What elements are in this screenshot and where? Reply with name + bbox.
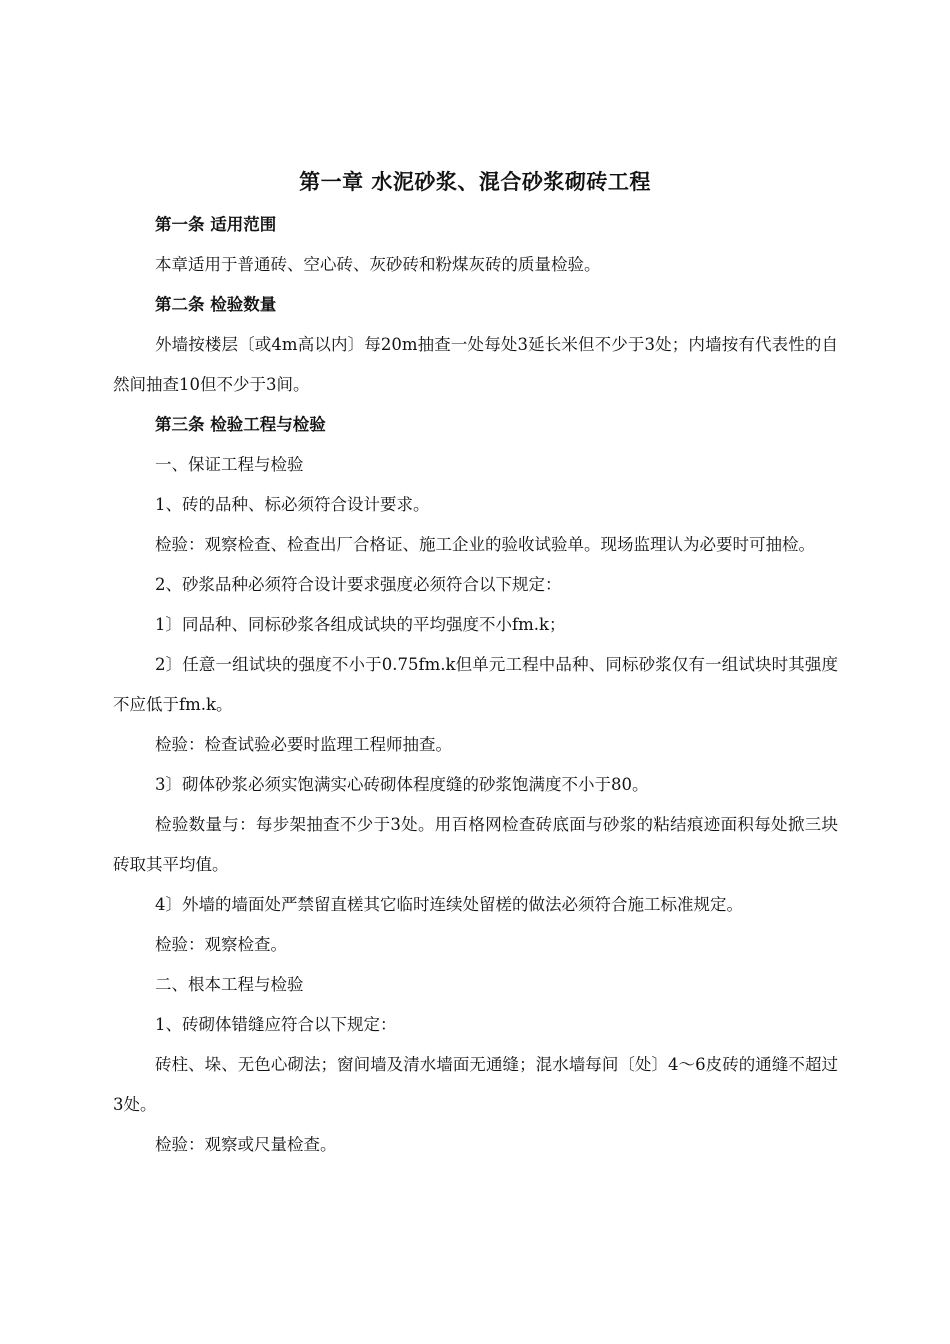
paragraph-subitem-1: 1〕同品种、同标砂浆各组成试块的平均强度不小fm.k；: [155, 615, 566, 634]
paragraph-inspection-4: 检验：观察检查。: [155, 935, 287, 954]
chapter-title: 第一章 水泥砂浆、混合砂浆砌砖工程: [299, 170, 651, 194]
paragraph-subitem-4: 4〕外墙的墙面处严禁留直槎其它临时连续处留槎的做法必须符合施工标准规定。: [155, 895, 743, 914]
article-heading-scope: 第一条 适用范围: [155, 215, 277, 234]
paragraph-item-2: 2、砂浆品种必须符合设计要求强度必须符合以下规定：: [155, 575, 562, 594]
document-body: [113, 205, 838, 1165]
section-heading-basic: 二、根本工程与检验: [155, 975, 304, 994]
paragraph-inspection-1: 检验：观察检查、检查出厂合格证、施工企业的验收试验单。现场监理认为必要时可抽检。: [155, 535, 815, 554]
paragraph-inspection-5: 检验：观察或尺量检查。: [155, 1135, 337, 1154]
paragraph-subitem-2: 2〕任意一组试块的强度不小于0.75fm.k但单元工程中品种、同标砂浆仅有一组试块时其强度不应低于fm.k。: [113, 655, 838, 714]
paragraph-inspection-3: 检验数量与：每步架抽查不少于3处。用百格网检查砖底面与砂浆的粘结痕迹面积每处掀三块砖取其平均值。: [113, 815, 838, 874]
article-heading-quantity: 第二条 检验数量: [155, 295, 277, 314]
paragraph-subitem-3: 3〕砌体砂浆必须实饱满实心砖砌体程度缝的砂浆饱满度不小于80。: [155, 775, 649, 794]
paragraph-scope: 本章适用于普通砖、空心砖、灰砂砖和粉煤灰砖的质量检验。: [155, 255, 601, 274]
paragraph-item-1: 1、砖的品种、标必须符合设计要求。: [155, 495, 430, 514]
paragraph-quantity: 外墙按楼层〔或4m高以内〕每20m抽查一处每处3延长米但不少于3处；内墙按有代表性的自然间抽查10但不少于3间。: [113, 335, 838, 394]
paragraph-basic-item-1: 1、砖砌体错缝应符合以下规定：: [155, 1015, 397, 1034]
paragraph-basic-rules: 砖柱、垛、无色心砌法；窗间墙及清水墙面无通缝；混水墙每间〔处〕4～6皮砖的通缝不超过3处。: [113, 1055, 838, 1114]
article-heading-items: 第三条 检验工程与检验: [155, 415, 326, 434]
section-heading-guarantee: 一、保证工程与检验: [155, 455, 304, 474]
paragraph-inspection-2: 检验：检查试验必要时监理工程师抽查。: [155, 735, 452, 754]
